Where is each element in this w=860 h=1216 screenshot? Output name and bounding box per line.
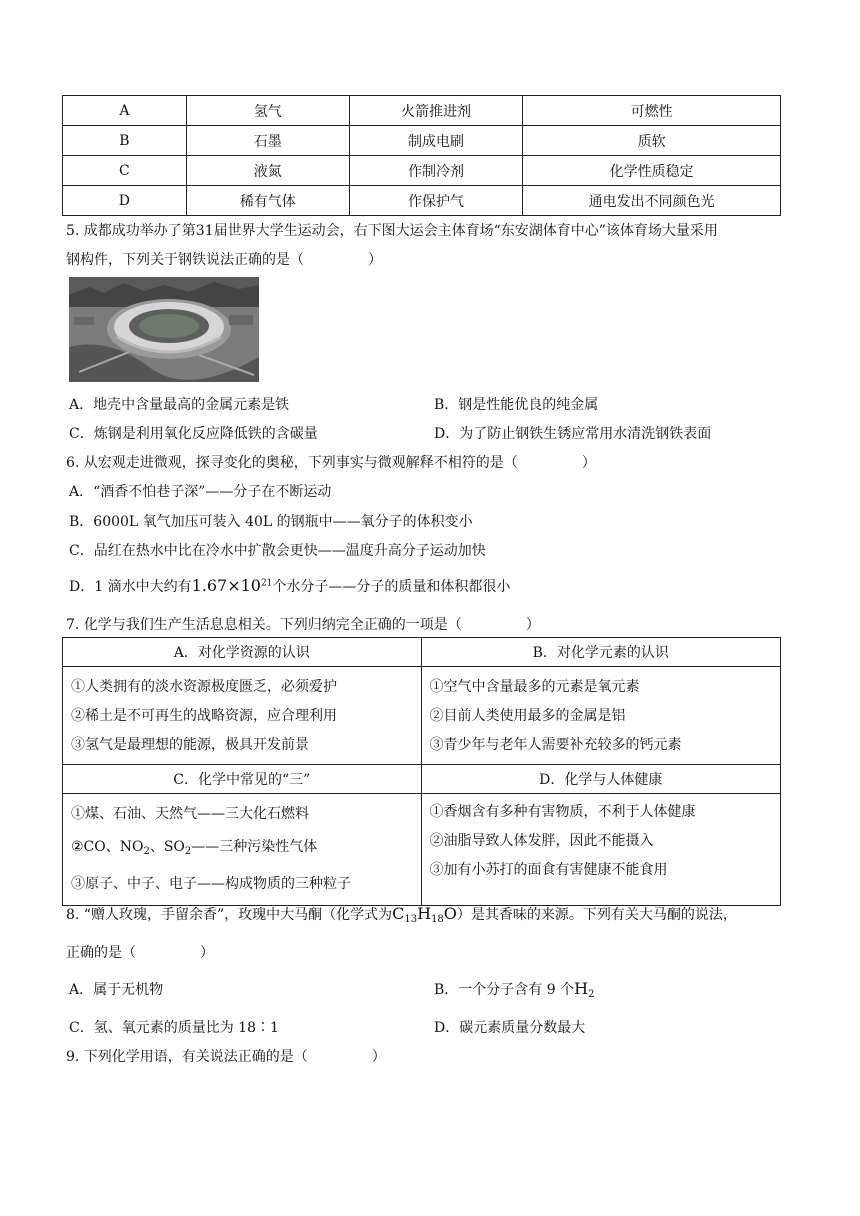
q7-stem-text: 7. 化学与我们生产生活息息相关。下列归纳完全正确的一项是（: [66, 617, 462, 633]
q8-stem-text: 8. “赠人玫瑰，手留余香”，玫瑰中大马酮（化学式为: [66, 907, 393, 923]
list-item: ③青少年与老年人需要补充较多的钙元素: [429, 737, 682, 753]
table-cell: C: [63, 156, 187, 186]
q6-option-c[interactable]: C．品红在热水中比在冷水中扩散会更快——温度升高分子运动加快: [69, 543, 486, 559]
list-item: ③氢气是最理想的能源，极具开发前景: [71, 737, 309, 753]
table-cell: 液氮: [186, 156, 349, 186]
list-item: ②油脂导致人体发胖，因此不能摄入: [429, 833, 654, 849]
subscript: 2: [588, 989, 595, 1000]
q6-stem-text: 6. 从宏观走进微观，探寻变化的奥秘，下列事实与微观解释不相符的是（: [66, 455, 518, 471]
q9-stem: [66, 1046, 386, 1066]
q8-stem-text2: 正确的是（: [66, 945, 136, 961]
q5-stem-line2: [66, 249, 382, 269]
q6-option-d[interactable]: [69, 576, 510, 596]
list-item: ③加有小苏打的面食有害健康不能食用: [429, 862, 668, 878]
formula-c: C: [392, 904, 405, 923]
table-cell: 作制冷剂: [349, 156, 523, 186]
q7-stem-close: ）: [525, 617, 540, 633]
q5-option-b[interactable]: B．钢是性能优良的纯金属: [434, 397, 599, 413]
table-cell: D: [63, 186, 187, 216]
stadium-illustration: [69, 277, 259, 382]
q8-stem-line1: [66, 904, 737, 925]
q5-option-d[interactable]: D．为了防止钢铁生锈应常用水清洗钢铁表面: [434, 426, 712, 442]
q6-option-a[interactable]: A．“酒香不怕巷子深”——分子在不断运动: [69, 484, 332, 500]
q8-stem-close: ）: [200, 945, 214, 961]
table-cell: 作保护气: [349, 186, 523, 216]
formula-h: H: [417, 904, 432, 923]
table-row: [63, 96, 781, 126]
table-row: [63, 794, 781, 906]
table-row: [63, 186, 781, 216]
stadium-photo: [69, 277, 259, 382]
table-row: [63, 765, 781, 794]
q8-option-a[interactable]: A．属于无机物: [69, 982, 164, 998]
list-item: ①空气中含量最多的元素是氧元素: [429, 679, 640, 695]
list-item: ①人类拥有的淡水资源极度匮乏，必须爱护: [71, 679, 337, 695]
subscript: 18: [431, 914, 444, 925]
table-cell: B: [63, 126, 187, 156]
formula-o: O: [443, 904, 457, 923]
q7-stem: [66, 614, 540, 634]
list-item: ①香烟含有多种有害物质，不利于人体健康: [429, 804, 696, 820]
q8-option-b[interactable]: [434, 979, 594, 1000]
subscript: 13: [404, 914, 418, 925]
subscript: 2: [184, 846, 192, 857]
table-row: [63, 156, 781, 186]
c-item2-text: ——三种污染性气体: [191, 839, 318, 855]
q5-stem-text: 钢构件，下列关于钢铁说法正确的是（: [66, 252, 304, 268]
q6-d-prefix: D．1 滴水中大约有: [69, 579, 192, 595]
q7-a-header[interactable]: A．对化学资源的认识: [63, 638, 422, 667]
list-item: ③原子、中子、电子——构成物质的三种粒子: [71, 876, 351, 892]
list-item: ②目前人类使用最多的金属是铝: [429, 708, 626, 724]
subscript: 2: [143, 846, 150, 857]
q6-option-b[interactable]: B．6000L 氧气加压可装入 40L 的钢瓶中——氧分子的体积变小: [69, 514, 473, 530]
q5-stem-close: ）: [368, 252, 382, 268]
q7-d-header[interactable]: D．化学与人体健康: [421, 765, 780, 794]
table-row: [63, 638, 781, 667]
q6-d-suffix: 个水分子——分子的质量和体积都很小: [272, 579, 511, 595]
table-cell: 氢气: [186, 96, 349, 126]
q6-d-exponent: 21: [260, 578, 273, 589]
table-cell: 化学性质稳定: [523, 156, 781, 186]
c-item2-text: 、SO: [149, 839, 185, 855]
q6-d-number: 1.67×10: [191, 576, 261, 595]
q8-stem-text-post: ）是其香味的来源。下列有关大马酮的说法，: [456, 907, 737, 923]
q8-stem-line2: [66, 942, 214, 962]
q6-stem: [66, 452, 596, 472]
table-cell: 可燃性: [523, 96, 781, 126]
list-item: ②稀土是不可再生的战略资源，应合理利用: [71, 708, 337, 724]
c-item2-text: ②CO、NO: [71, 839, 144, 855]
q9-stem-text: 9. 下列化学用语，有关说法正确的是（: [66, 1049, 308, 1065]
q7-c-body: [63, 794, 422, 906]
q7-c-header[interactable]: C．化学中常见的“三”: [63, 765, 422, 794]
q7-d-body: [421, 794, 780, 906]
q4-options-table: [62, 95, 781, 216]
q8-option-d[interactable]: D．碳元素质量分数最大: [434, 1020, 586, 1036]
table-row: [63, 667, 781, 765]
q5-option-c[interactable]: C．炼钢是利用氧化反应降低铁的含碳量: [69, 426, 318, 442]
q8-b-h: H: [574, 979, 589, 998]
q6-stem-close: ）: [581, 455, 596, 471]
table-cell: 石墨: [186, 126, 349, 156]
list-item: [71, 831, 421, 868]
table-cell: 通电发出不同颜色光: [523, 186, 781, 216]
q5-stem-line1: 5. 成都成功举办了第31届世界大学生运动会，右下图大运会主体育场“东安湖体育中心”该体育场大量采用: [66, 223, 718, 239]
q5-option-a[interactable]: A．地壳中含量最高的金属元素是铁: [69, 397, 290, 413]
table-cell: 制成电刷: [349, 126, 523, 156]
table-cell: 稀有气体: [186, 186, 349, 216]
q8-option-c[interactable]: C．氢、氧元素的质量比为 18∶1: [69, 1020, 279, 1036]
list-item: ①煤、石油、天然气——三大化石燃料: [71, 806, 309, 822]
q8-formula: [392, 904, 457, 923]
q7-options-table: [62, 637, 781, 906]
q7-b-body: [421, 667, 780, 765]
q7-b-header[interactable]: B．对化学元素的认识: [421, 638, 780, 667]
table-cell: A: [63, 96, 187, 126]
q8-b-text: B．一个分子含有 9 个: [434, 982, 575, 998]
table-row: [63, 126, 781, 156]
q9-stem-close: ）: [371, 1049, 386, 1065]
table-cell: 火箭推进剂: [349, 96, 523, 126]
q7-a-body: [63, 667, 422, 765]
table-cell: 质软: [523, 126, 781, 156]
